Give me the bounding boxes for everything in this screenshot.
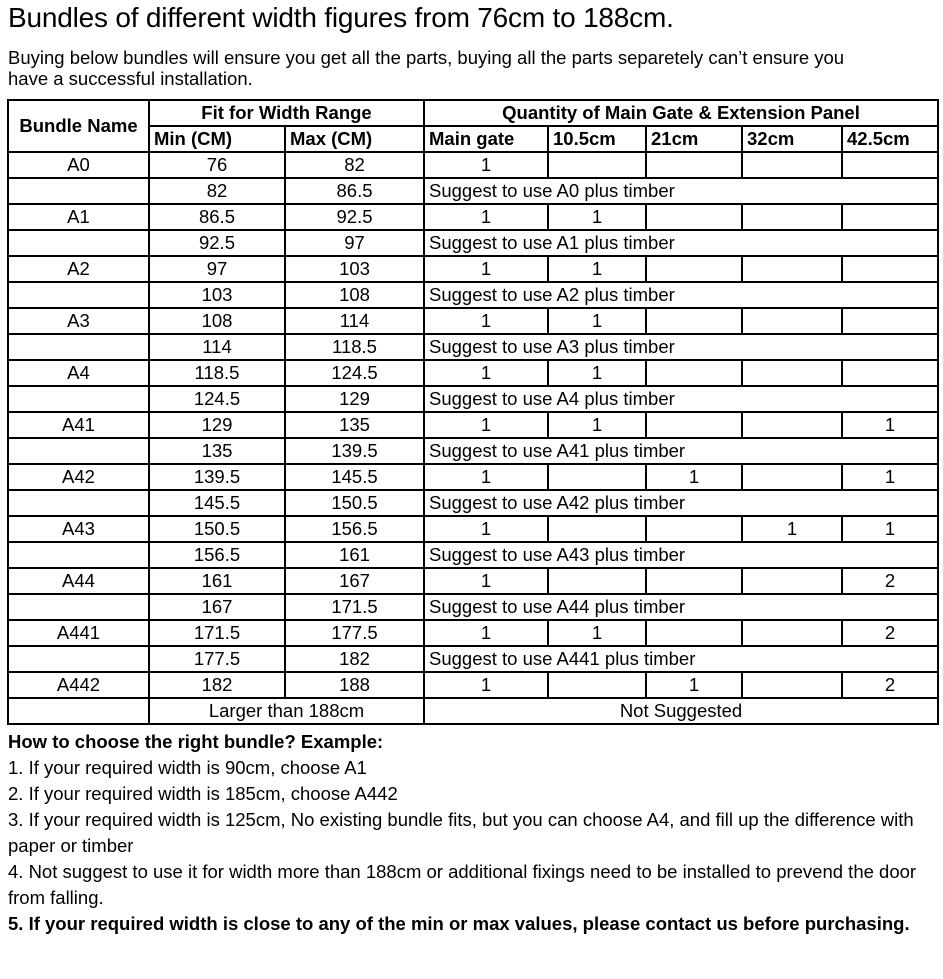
cell-min: 145.5: [149, 490, 285, 516]
cell-qty: 1: [548, 360, 646, 386]
table-row-suggest: [8, 646, 938, 672]
cell-suggestion: Suggest to use A2 plus timber: [424, 282, 938, 308]
table-row-suggest: [8, 490, 938, 516]
cell-min: 182: [149, 672, 285, 698]
cell-suggestion: Suggest to use A41 plus timber: [424, 438, 938, 464]
note-item: 4. Not suggest to use it for width more than 188cm or additional fixings need to be installed to prevend the door from falling.: [8, 861, 917, 908]
cell-bundle-name: A2: [8, 256, 149, 282]
cell-min: 156.5: [149, 542, 285, 568]
note-item: 2. If your required width is 185cm, choose A442: [8, 783, 398, 804]
cell-min: 82: [149, 178, 285, 204]
cell-qty: 1: [646, 672, 742, 698]
cell-min: 161: [149, 568, 285, 594]
cell-qty: [646, 308, 742, 334]
cell-bundle-name: A1: [8, 204, 149, 230]
cell-qty: [548, 152, 646, 178]
page-title: Bundles of different width figures from 76cm to 188cm.: [8, 2, 674, 33]
cell-qty: [646, 516, 742, 542]
cell-qty: 1: [424, 516, 548, 542]
cell-suggestion: Suggest to use A4 plus timber: [424, 386, 938, 412]
cell-qty: [646, 152, 742, 178]
table-row-bundle: [8, 672, 938, 698]
cell-bundle-name: A44: [8, 568, 149, 594]
cell-qty: [842, 204, 938, 230]
cell-qty: [742, 204, 842, 230]
cell-qty: 1: [742, 516, 842, 542]
cell-bundle-name: A4: [8, 360, 149, 386]
cell-min: 86.5: [149, 204, 285, 230]
table-row-suggest: [8, 438, 938, 464]
cell-qty: [742, 464, 842, 490]
cell-max: 167: [285, 568, 424, 594]
cell-qty: 1: [424, 360, 548, 386]
cell-suggestion: Suggest to use A43 plus timber: [424, 542, 938, 568]
cell-bundle-name: A42: [8, 464, 149, 490]
cell-bundle-name: [8, 178, 149, 204]
cell-qty: 2: [842, 620, 938, 646]
cell-qty: 1: [548, 256, 646, 282]
header-panel-42-5cm: 42.5cm: [842, 126, 938, 152]
cell-qty: 1: [548, 308, 646, 334]
cell-qty: [548, 568, 646, 594]
table-last-row-group: [8, 698, 938, 724]
table-header-row-1: [8, 100, 938, 126]
cell-qty: [842, 256, 938, 282]
note-item: 1. If your required width is 90cm, choose A1: [8, 757, 367, 778]
header-bundle-name: Bundle Name: [8, 100, 149, 152]
table-header: [8, 100, 938, 152]
cell-qty: 1: [424, 204, 548, 230]
cell-max: 86.5: [285, 178, 424, 204]
cell-max: 150.5: [285, 490, 424, 516]
cell-min: 118.5: [149, 360, 285, 386]
table-row-bundle: [8, 308, 938, 334]
cell-qty: [842, 308, 938, 334]
cell-suggestion: Suggest to use A0 plus timber: [424, 178, 938, 204]
cell-bundle-name: A441: [8, 620, 149, 646]
cell-max: 135: [285, 412, 424, 438]
cell-qty: [742, 256, 842, 282]
header-panel-10-5cm: 10.5cm: [548, 126, 646, 152]
cell-qty: [646, 412, 742, 438]
cell-min: 114: [149, 334, 285, 360]
cell-min: 76: [149, 152, 285, 178]
cell-bundle-name: A0: [8, 152, 149, 178]
cell-qty: 1: [548, 412, 646, 438]
cell-qty: 1: [424, 308, 548, 334]
cell-min: 92.5: [149, 230, 285, 256]
table-row-suggest: [8, 334, 938, 360]
cell-bundle-name: [8, 646, 149, 672]
table-row-bundle: [8, 464, 938, 490]
cell-min: 135: [149, 438, 285, 464]
cell-max: 145.5: [285, 464, 424, 490]
cell-min: 129: [149, 412, 285, 438]
header-main-gate: Main gate: [424, 126, 548, 152]
cell-qty: [548, 464, 646, 490]
cell-max: 103: [285, 256, 424, 282]
cell-max: 97: [285, 230, 424, 256]
table-row-suggest: [8, 178, 938, 204]
note-item: 3. If your required width is 125cm, No existing bundle fits, but you can choose A4, and fill up the difference with paper or timber: [8, 809, 914, 856]
cell-min: 103: [149, 282, 285, 308]
cell-max: 118.5: [285, 334, 424, 360]
cell-not-suggested: Not Suggested: [424, 698, 938, 724]
cell-suggestion: Suggest to use A3 plus timber: [424, 334, 938, 360]
cell-qty: [742, 308, 842, 334]
cell-qty: [742, 568, 842, 594]
cell-qty: 1: [424, 620, 548, 646]
cell-qty: 1: [548, 204, 646, 230]
header-max: Max (CM): [285, 126, 424, 152]
cell-qty: 1: [842, 412, 938, 438]
cell-max: 129: [285, 386, 424, 412]
cell-max: 182: [285, 646, 424, 672]
cell-max: 108: [285, 282, 424, 308]
header-panel-32cm: 32cm: [742, 126, 842, 152]
table-row-suggest: [8, 282, 938, 308]
notes-section: [8, 729, 941, 937]
cell-suggestion: Suggest to use A42 plus timber: [424, 490, 938, 516]
table-row-bundle: [8, 204, 938, 230]
cell-min: 97: [149, 256, 285, 282]
intro-text: Buying below bundles will ensure you get all the parts, buying all the parts separetely can’t ensure you have a successful installation.: [8, 47, 845, 89]
cell-bundle-name: [8, 334, 149, 360]
cell-max: 156.5: [285, 516, 424, 542]
header-min: Min (CM): [149, 126, 285, 152]
table-row-bundle: [8, 256, 938, 282]
cell-qty: [548, 672, 646, 698]
cell-qty: 1: [424, 672, 548, 698]
cell-qty: 1: [424, 464, 548, 490]
cell-bundle-name: [8, 230, 149, 256]
cell-qty: [742, 412, 842, 438]
table-body: [8, 152, 938, 698]
cell-qty: 1: [424, 412, 548, 438]
cell-min: 124.5: [149, 386, 285, 412]
cell-qty: 1: [548, 620, 646, 646]
table-row-bundle: [8, 620, 938, 646]
table-row-bundle: [8, 516, 938, 542]
note-item: 5. If your required width is close to any of the min or max values, please contact us before purchasing.: [8, 913, 910, 934]
table-row-bundle: [8, 152, 938, 178]
cell-min: 177.5: [149, 646, 285, 672]
cell-max: 92.5: [285, 204, 424, 230]
cell-qty: 1: [424, 256, 548, 282]
cell-max: 124.5: [285, 360, 424, 386]
cell-qty: [742, 672, 842, 698]
cell-bundle-name: A43: [8, 516, 149, 542]
cell-qty: 1: [424, 568, 548, 594]
table-row-suggest: [8, 230, 938, 256]
cell-bundle-name: A41: [8, 412, 149, 438]
cell-max: 139.5: [285, 438, 424, 464]
cell-suggestion: Suggest to use A44 plus timber: [424, 594, 938, 620]
cell-min: 139.5: [149, 464, 285, 490]
cell-min: 150.5: [149, 516, 285, 542]
cell-qty: 2: [842, 568, 938, 594]
header-width-range: Fit for Width Range: [149, 100, 424, 126]
cell-min: 108: [149, 308, 285, 334]
cell-bundle-name: [8, 542, 149, 568]
cell-bundle-name: A3: [8, 308, 149, 334]
cell-qty: 2: [842, 672, 938, 698]
cell-larger-range: Larger than 188cm: [149, 698, 424, 724]
cell-bundle-name: [8, 594, 149, 620]
cell-qty: [742, 360, 842, 386]
cell-qty: 1: [646, 464, 742, 490]
header-quantity-group: Quantity of Main Gate & Extension Panel: [424, 100, 938, 126]
cell-qty: [742, 152, 842, 178]
notes-heading: How to choose the right bundle? Example:: [8, 731, 384, 752]
table-row-bundle: [8, 360, 938, 386]
cell-bundle-name: [8, 698, 149, 724]
cell-qty: [842, 152, 938, 178]
cell-qty: [548, 516, 646, 542]
cell-bundle-name: A442: [8, 672, 149, 698]
cell-qty: [646, 256, 742, 282]
table-row-suggest: [8, 542, 938, 568]
cell-max: 188: [285, 672, 424, 698]
cell-suggestion: Suggest to use A1 plus timber: [424, 230, 938, 256]
cell-max: 114: [285, 308, 424, 334]
cell-qty: 1: [424, 152, 548, 178]
table-row-bundle: [8, 568, 938, 594]
cell-qty: 1: [842, 516, 938, 542]
cell-min: 171.5: [149, 620, 285, 646]
cell-bundle-name: [8, 438, 149, 464]
cell-bundle-name: [8, 490, 149, 516]
cell-suggestion: Suggest to use A441 plus timber: [424, 646, 938, 672]
header-panel-21cm: 21cm: [646, 126, 742, 152]
table-row-suggest: [8, 594, 938, 620]
cell-max: 177.5: [285, 620, 424, 646]
cell-min: 167: [149, 594, 285, 620]
cell-qty: [842, 360, 938, 386]
cell-qty: [646, 360, 742, 386]
table-row-larger: [8, 698, 938, 724]
cell-qty: [646, 204, 742, 230]
cell-bundle-name: [8, 282, 149, 308]
table-row-bundle: [8, 412, 938, 438]
cell-qty: 1: [842, 464, 938, 490]
cell-max: 171.5: [285, 594, 424, 620]
cell-max: 161: [285, 542, 424, 568]
cell-qty: [646, 620, 742, 646]
table-row-suggest: [8, 386, 938, 412]
cell-max: 82: [285, 152, 424, 178]
notes-list: [8, 755, 941, 937]
cell-qty: [646, 568, 742, 594]
cell-bundle-name: [8, 386, 149, 412]
bundle-table: [7, 99, 939, 725]
cell-qty: [742, 620, 842, 646]
